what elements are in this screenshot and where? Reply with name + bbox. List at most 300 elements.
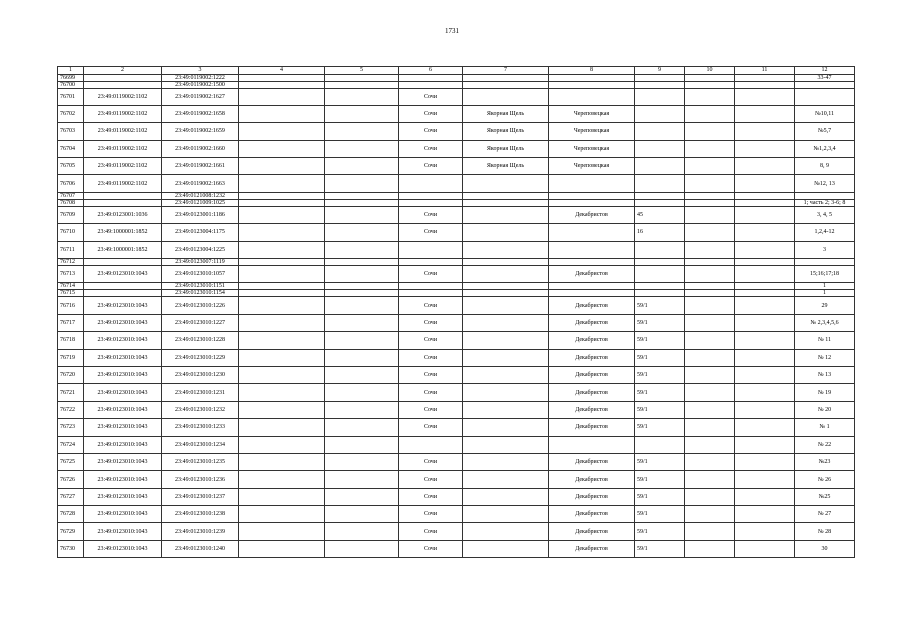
column-11-cell xyxy=(735,175,795,192)
district-cell xyxy=(463,488,549,505)
record-number-cell: 76712 xyxy=(58,259,84,266)
table-row xyxy=(58,506,855,523)
record-number-cell: 76706 xyxy=(58,175,84,192)
cadastral-number-cell: 23:49:0123010:1236 xyxy=(162,471,239,488)
table-row xyxy=(58,140,855,157)
column-10-cell xyxy=(685,74,735,81)
column-5-cell xyxy=(325,158,399,175)
house-number-cell: 59/1 xyxy=(635,523,685,540)
street-cell xyxy=(549,175,635,192)
premises-numbers-cell xyxy=(795,88,855,105)
column-10-cell xyxy=(685,88,735,105)
cadastral-number-cell: 23:49:0123010:1232 xyxy=(162,401,239,418)
house-number-cell: 59/1 xyxy=(635,314,685,331)
table-row xyxy=(58,297,855,314)
column-4-cell xyxy=(239,175,325,192)
district-cell xyxy=(463,436,549,453)
city-cell xyxy=(399,199,463,206)
column-5-cell xyxy=(325,384,399,401)
column-11-cell xyxy=(735,241,795,258)
record-number-cell: 76723 xyxy=(58,419,84,436)
city-cell: Сочи xyxy=(399,123,463,140)
street-cell: Череповецкая xyxy=(549,158,635,175)
column-5-cell xyxy=(325,297,399,314)
column-5-cell xyxy=(325,140,399,157)
record-number-cell: 76724 xyxy=(58,436,84,453)
record-number-cell: 76729 xyxy=(58,523,84,540)
house-number-cell xyxy=(635,199,685,206)
street-cell: Декабристов xyxy=(549,453,635,470)
cadastral-number-cell: 23:49:0123010:1229 xyxy=(162,349,239,366)
house-number-cell xyxy=(635,74,685,81)
parent-cadastral-number-cell xyxy=(84,81,162,88)
column-11-cell xyxy=(735,123,795,140)
street-cell: Декабристов xyxy=(549,332,635,349)
column-header: 12 xyxy=(795,67,855,75)
city-cell: Сочи xyxy=(399,523,463,540)
column-10-cell xyxy=(685,349,735,366)
column-11-cell xyxy=(735,192,795,199)
district-cell xyxy=(463,384,549,401)
record-number-cell: 76716 xyxy=(58,297,84,314)
cadastral-number-cell: 23:49:0119002:1660 xyxy=(162,140,239,157)
column-header: 3 xyxy=(162,67,239,75)
premises-numbers-cell: № 1 xyxy=(795,419,855,436)
record-number-cell: 76719 xyxy=(58,349,84,366)
district-cell xyxy=(463,266,549,283)
column-10-cell xyxy=(685,224,735,241)
column-11-cell xyxy=(735,506,795,523)
city-cell: Сочи xyxy=(399,540,463,557)
district-cell xyxy=(463,81,549,88)
register-table xyxy=(57,66,855,558)
column-4-cell xyxy=(239,123,325,140)
parent-cadastral-number-cell: 23:49:0123010:1043 xyxy=(84,436,162,453)
table-row xyxy=(58,88,855,105)
table-row xyxy=(58,384,855,401)
column-header: 10 xyxy=(685,67,735,75)
city-cell xyxy=(399,259,463,266)
table-row xyxy=(58,81,855,88)
street-cell: Декабристов xyxy=(549,314,635,331)
column-10-cell xyxy=(685,332,735,349)
parent-cadastral-number-cell: 23:49:0123010:1043 xyxy=(84,540,162,557)
table-row xyxy=(58,158,855,175)
column-5-cell xyxy=(325,199,399,206)
column-10-cell xyxy=(685,506,735,523)
district-cell xyxy=(463,523,549,540)
street-cell: Декабристов xyxy=(549,523,635,540)
table-row xyxy=(58,266,855,283)
record-number-cell: 76726 xyxy=(58,471,84,488)
premises-numbers-cell: № 20 xyxy=(795,401,855,418)
table-row xyxy=(58,471,855,488)
street-cell: Декабристов xyxy=(549,384,635,401)
column-11-cell xyxy=(735,453,795,470)
column-4-cell xyxy=(239,384,325,401)
district-cell xyxy=(463,88,549,105)
district-cell xyxy=(463,290,549,297)
table-row xyxy=(58,74,855,81)
record-number-cell: 76703 xyxy=(58,123,84,140)
column-11-cell xyxy=(735,401,795,418)
record-number-cell: 76718 xyxy=(58,332,84,349)
street-cell xyxy=(549,436,635,453)
column-4-cell xyxy=(239,140,325,157)
column-11-cell xyxy=(735,158,795,175)
column-11-cell xyxy=(735,419,795,436)
column-5-cell xyxy=(325,453,399,470)
premises-numbers-cell: № 26 xyxy=(795,471,855,488)
city-cell: Сочи xyxy=(399,349,463,366)
column-10-cell xyxy=(685,384,735,401)
city-cell xyxy=(399,283,463,290)
house-number-cell xyxy=(635,259,685,266)
record-number-cell: 76705 xyxy=(58,158,84,175)
parent-cadastral-number-cell: 23:49:0123010:1043 xyxy=(84,453,162,470)
city-cell xyxy=(399,175,463,192)
column-11-cell xyxy=(735,349,795,366)
parent-cadastral-number-cell: 23:49:1000001:1852 xyxy=(84,224,162,241)
column-5-cell xyxy=(325,241,399,258)
district-cell xyxy=(463,471,549,488)
parent-cadastral-number-cell: 23:49:0123010:1043 xyxy=(84,297,162,314)
column-5-cell xyxy=(325,366,399,383)
premises-numbers-cell: №10,11 xyxy=(795,105,855,122)
cadastral-number-cell: 23:49:0119002:1500 xyxy=(162,81,239,88)
parent-cadastral-number-cell: 23:49:0119002:1102 xyxy=(84,158,162,175)
district-cell xyxy=(463,332,549,349)
city-cell: Сочи xyxy=(399,366,463,383)
column-11-cell xyxy=(735,81,795,88)
premises-numbers-cell: 1; часть 2; 3-6; 8 xyxy=(795,199,855,206)
street-cell xyxy=(549,241,635,258)
column-4-cell xyxy=(239,290,325,297)
city-cell: Сочи xyxy=(399,314,463,331)
column-5-cell xyxy=(325,506,399,523)
premises-numbers-cell: 30 xyxy=(795,540,855,557)
column-header: 11 xyxy=(735,67,795,75)
house-number-cell: 59/1 xyxy=(635,332,685,349)
record-number-cell: 76727 xyxy=(58,488,84,505)
column-4-cell xyxy=(239,74,325,81)
column-5-cell xyxy=(325,206,399,223)
district-cell xyxy=(463,506,549,523)
district-cell: Якорная Щель xyxy=(463,105,549,122)
table-row xyxy=(58,436,855,453)
table-row xyxy=(58,349,855,366)
table-row xyxy=(58,401,855,418)
parent-cadastral-number-cell: 23:49:0119002:1102 xyxy=(84,105,162,122)
column-4-cell xyxy=(239,192,325,199)
column-11-cell xyxy=(735,297,795,314)
premises-numbers-cell: 3, 4, 5 xyxy=(795,206,855,223)
street-cell xyxy=(549,88,635,105)
record-number-cell: 76720 xyxy=(58,366,84,383)
premises-numbers-cell: № 28 xyxy=(795,523,855,540)
parent-cadastral-number-cell xyxy=(84,290,162,297)
column-10-cell xyxy=(685,401,735,418)
column-header: 2 xyxy=(84,67,162,75)
column-11-cell xyxy=(735,384,795,401)
table-row xyxy=(58,175,855,192)
table-row xyxy=(58,523,855,540)
parent-cadastral-number-cell: 23:49:1000001:1852 xyxy=(84,241,162,258)
record-number-cell: 76699 xyxy=(58,74,84,81)
street-cell: Череповецкая xyxy=(549,140,635,157)
record-number-cell: 76702 xyxy=(58,105,84,122)
record-number-cell: 76715 xyxy=(58,290,84,297)
column-5-cell xyxy=(325,349,399,366)
record-number-cell: 76722 xyxy=(58,401,84,418)
street-cell xyxy=(549,199,635,206)
premises-numbers-cell: 3 xyxy=(795,241,855,258)
city-cell: Сочи xyxy=(399,401,463,418)
street-cell xyxy=(549,290,635,297)
table-row xyxy=(58,241,855,258)
city-cell xyxy=(399,192,463,199)
city-cell: Сочи xyxy=(399,506,463,523)
parent-cadastral-number-cell: 23:49:0123010:1043 xyxy=(84,401,162,418)
premises-numbers-cell: № 12 xyxy=(795,349,855,366)
record-number-cell: 76708 xyxy=(58,199,84,206)
house-number-cell: 59/1 xyxy=(635,384,685,401)
cadastral-number-cell: 23:49:0123010:1231 xyxy=(162,384,239,401)
table-row xyxy=(58,453,855,470)
column-10-cell xyxy=(685,175,735,192)
street-cell: Декабристов xyxy=(549,366,635,383)
column-5-cell xyxy=(325,283,399,290)
premises-numbers-cell: 15;16;17;18 xyxy=(795,266,855,283)
cadastral-number-cell: 23:49:0119002:1658 xyxy=(162,105,239,122)
city-cell: Сочи xyxy=(399,266,463,283)
record-number-cell: 76709 xyxy=(58,206,84,223)
column-10-cell xyxy=(685,123,735,140)
cadastral-number-cell: 23:49:0123010:1057 xyxy=(162,266,239,283)
cadastral-number-cell: 23:49:0123004:1225 xyxy=(162,241,239,258)
cadastral-number-cell: 23:49:0123001:1186 xyxy=(162,206,239,223)
column-10-cell xyxy=(685,540,735,557)
column-5-cell xyxy=(325,471,399,488)
house-number-cell: 59/1 xyxy=(635,540,685,557)
table-row xyxy=(58,224,855,241)
district-cell xyxy=(463,175,549,192)
column-5-cell xyxy=(325,401,399,418)
parent-cadastral-number-cell: 23:49:0123010:1043 xyxy=(84,366,162,383)
table-row xyxy=(58,105,855,122)
city-cell xyxy=(399,290,463,297)
column-11-cell xyxy=(735,314,795,331)
district-cell: Якорная Щель xyxy=(463,140,549,157)
city-cell xyxy=(399,241,463,258)
column-5-cell xyxy=(325,74,399,81)
city-cell: Сочи xyxy=(399,453,463,470)
district-cell xyxy=(463,241,549,258)
column-5-cell xyxy=(325,266,399,283)
premises-numbers-cell: №23 xyxy=(795,453,855,470)
district-cell xyxy=(463,366,549,383)
column-5-cell xyxy=(325,290,399,297)
table-row xyxy=(58,123,855,140)
cadastral-number-cell: 23:49:0119002:1663 xyxy=(162,175,239,192)
parent-cadastral-number-cell xyxy=(84,74,162,81)
column-11-cell xyxy=(735,224,795,241)
column-10-cell xyxy=(685,140,735,157)
district-cell xyxy=(463,224,549,241)
district-cell xyxy=(463,192,549,199)
column-11-cell xyxy=(735,366,795,383)
city-cell: Сочи xyxy=(399,105,463,122)
cadastral-number-cell: 23:49:0119002:1627 xyxy=(162,88,239,105)
premises-numbers-cell: 8, 9 xyxy=(795,158,855,175)
house-number-cell xyxy=(635,105,685,122)
parent-cadastral-number-cell: 23:49:0123010:1043 xyxy=(84,314,162,331)
house-number-cell xyxy=(635,266,685,283)
column-11-cell xyxy=(735,540,795,557)
column-4-cell xyxy=(239,419,325,436)
column-5-cell xyxy=(325,81,399,88)
street-cell: Череповецкая xyxy=(549,105,635,122)
house-number-cell: 59/1 xyxy=(635,349,685,366)
record-number-cell: 76728 xyxy=(58,506,84,523)
house-number-cell xyxy=(635,283,685,290)
column-5-cell xyxy=(325,123,399,140)
column-10-cell xyxy=(685,419,735,436)
column-10-cell xyxy=(685,81,735,88)
cadastral-number-cell: 23:49:0123010:1154 xyxy=(162,290,239,297)
district-cell xyxy=(463,297,549,314)
column-10-cell xyxy=(685,290,735,297)
table-row xyxy=(58,192,855,199)
column-4-cell xyxy=(239,314,325,331)
cadastral-number-cell: 23:49:0123010:1240 xyxy=(162,540,239,557)
parent-cadastral-number-cell: 23:49:0123010:1043 xyxy=(84,419,162,436)
premises-numbers-cell: № 27 xyxy=(795,506,855,523)
column-4-cell xyxy=(239,297,325,314)
column-11-cell xyxy=(735,259,795,266)
premises-numbers-cell: № 13 xyxy=(795,366,855,383)
street-cell xyxy=(549,283,635,290)
record-number-cell: 76714 xyxy=(58,283,84,290)
house-number-cell: 59/1 xyxy=(635,506,685,523)
premises-numbers-cell: № 11 xyxy=(795,332,855,349)
street-cell: Декабристов xyxy=(549,266,635,283)
street-cell xyxy=(549,81,635,88)
parent-cadastral-number-cell: 23:49:0123001:1036 xyxy=(84,206,162,223)
table-row xyxy=(58,540,855,557)
city-cell: Сочи xyxy=(399,384,463,401)
column-10-cell xyxy=(685,488,735,505)
street-cell xyxy=(549,224,635,241)
column-11-cell xyxy=(735,471,795,488)
column-5-cell xyxy=(325,88,399,105)
record-number-cell: 76721 xyxy=(58,384,84,401)
column-10-cell xyxy=(685,259,735,266)
column-4-cell xyxy=(239,436,325,453)
column-4-cell xyxy=(239,266,325,283)
column-4-cell xyxy=(239,199,325,206)
column-4-cell xyxy=(239,81,325,88)
column-5-cell xyxy=(325,224,399,241)
house-number-cell xyxy=(635,158,685,175)
premises-numbers-cell: № 22 xyxy=(795,436,855,453)
column-11-cell xyxy=(735,290,795,297)
house-number-cell: 59/1 xyxy=(635,453,685,470)
column-10-cell xyxy=(685,158,735,175)
cadastral-number-cell: 23:49:0123010:1233 xyxy=(162,419,239,436)
column-5-cell xyxy=(325,192,399,199)
premises-numbers-cell: 1,2,4-12 xyxy=(795,224,855,241)
district-cell: Якорная Щель xyxy=(463,158,549,175)
premises-numbers-cell: 1 xyxy=(795,283,855,290)
city-cell: Сочи xyxy=(399,419,463,436)
premises-numbers-cell xyxy=(795,192,855,199)
column-4-cell xyxy=(239,241,325,258)
house-number-cell: 59/1 xyxy=(635,488,685,505)
page-number: 1731 xyxy=(445,27,459,35)
cadastral-number-cell: 23:49:0123007:1119 xyxy=(162,259,239,266)
parent-cadastral-number-cell: 23:49:0123010:1043 xyxy=(84,471,162,488)
street-cell: Декабристов xyxy=(549,401,635,418)
house-number-cell xyxy=(635,436,685,453)
column-4-cell xyxy=(239,453,325,470)
column-header: 5 xyxy=(325,67,399,75)
district-cell xyxy=(463,74,549,81)
column-10-cell xyxy=(685,266,735,283)
city-cell xyxy=(399,436,463,453)
city-cell: Сочи xyxy=(399,206,463,223)
column-header: 8 xyxy=(549,67,635,75)
column-4-cell xyxy=(239,158,325,175)
column-4-cell xyxy=(239,401,325,418)
column-4-cell xyxy=(239,540,325,557)
premises-numbers-cell: №1,2,3,4 xyxy=(795,140,855,157)
parent-cadastral-number-cell: 23:49:0123010:1043 xyxy=(84,332,162,349)
cadastral-number-cell: 23:49:0123010:1151 xyxy=(162,283,239,290)
column-5-cell xyxy=(325,175,399,192)
street-cell: Декабристов xyxy=(549,206,635,223)
premises-numbers-cell: 33-47 xyxy=(795,74,855,81)
column-4-cell xyxy=(239,471,325,488)
column-5-cell xyxy=(325,436,399,453)
column-4-cell xyxy=(239,224,325,241)
column-11-cell xyxy=(735,105,795,122)
street-cell: Декабристов xyxy=(549,297,635,314)
house-number-cell xyxy=(635,88,685,105)
column-11-cell xyxy=(735,140,795,157)
parent-cadastral-number-cell: 23:49:0119002:1102 xyxy=(84,175,162,192)
column-11-cell xyxy=(735,266,795,283)
parent-cadastral-number-cell xyxy=(84,192,162,199)
premises-numbers-cell: 29 xyxy=(795,297,855,314)
column-header: 6 xyxy=(399,67,463,75)
column-4-cell xyxy=(239,332,325,349)
column-10-cell xyxy=(685,199,735,206)
column-4-cell xyxy=(239,206,325,223)
cadastral-number-cell: 23:49:0123010:1238 xyxy=(162,506,239,523)
cadastral-number-cell: 23:49:0121008:1232 xyxy=(162,192,239,199)
column-5-cell xyxy=(325,314,399,331)
column-header: 9 xyxy=(635,67,685,75)
city-cell: Сочи xyxy=(399,88,463,105)
district-cell xyxy=(463,540,549,557)
record-number-cell: 76710 xyxy=(58,224,84,241)
cadastral-number-cell: 23:49:0119002:1661 xyxy=(162,158,239,175)
house-number-cell: 59/1 xyxy=(635,366,685,383)
column-11-cell xyxy=(735,88,795,105)
premises-numbers-cell: № 19 xyxy=(795,384,855,401)
cadastral-number-cell: 23:49:0119002:1659 xyxy=(162,123,239,140)
